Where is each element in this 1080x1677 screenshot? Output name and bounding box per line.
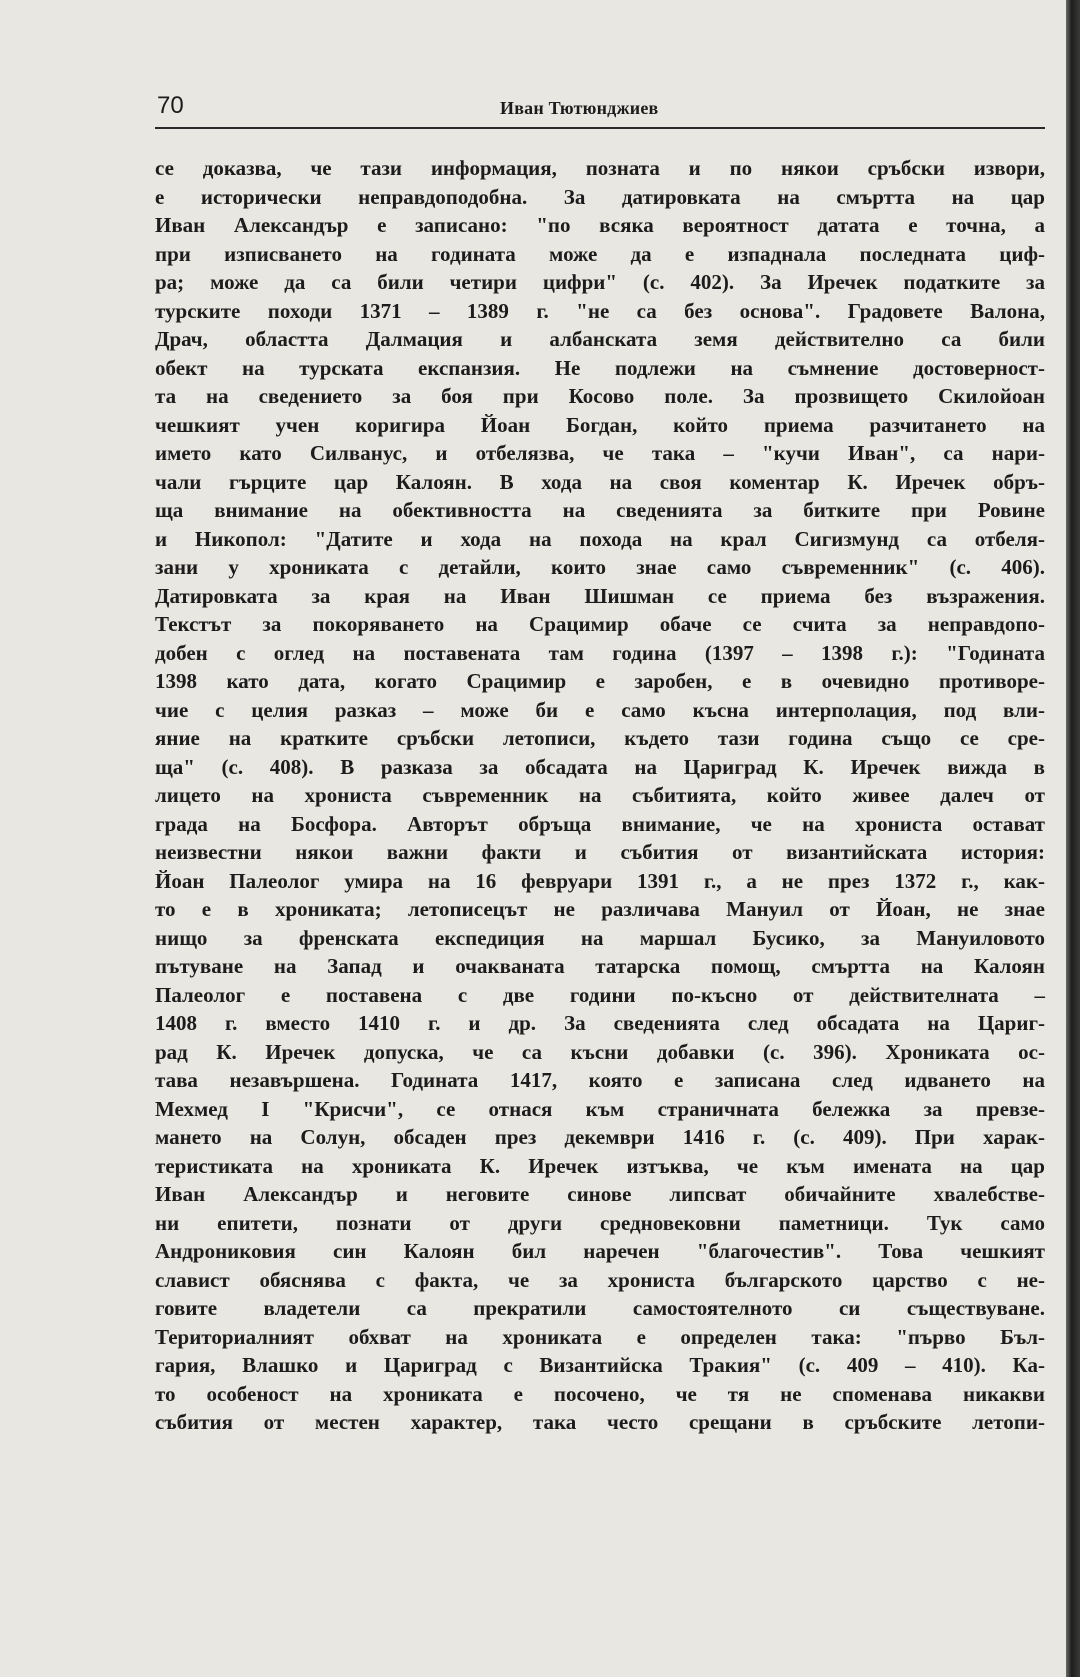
text-line: обект на турската експанзия. Не подлежи на съмнение достоверност- — [155, 355, 1045, 380]
text-line: тава незавършена. Годината 1417, която е записана след идването на — [155, 1068, 1045, 1092]
text-line: ра; може да са били четири цифри" (с. 402). За Иречек податките за — [155, 270, 1045, 294]
text-line: зани у хрониката с детайли, които знае само съвременник" (с. 406). — [155, 555, 1045, 579]
text-line: Териториалният обхват на хрониката е определен така: "първо Бъл- — [155, 1324, 1045, 1349]
text-line: яние на кратките сръбски летописи, където тази година също се сре- — [155, 726, 1045, 750]
text-line: се доказва, че тази информация, позната и по някои сръбски извори, — [155, 156, 1045, 180]
text-line: славист обяснява с факта, че за хрониста българското царство с не- — [155, 1267, 1045, 1292]
text-line: ща внимание на обективността на сведенията за битките при Ровине — [155, 498, 1045, 522]
text-line: Андрониковия син Калоян бил наречен "благочестив". Това чешкият — [155, 1239, 1045, 1263]
text-line: Текстът за покоряването на Срацимир обаче се счита за неправдопо- — [155, 612, 1045, 636]
page-header — [155, 90, 1045, 124]
text-line: града на Босфора. Авторът обръща внимание, че на хрониста остават — [155, 811, 1045, 836]
text-line: гария, Влашко и Цариград с Византийска Тракия" (с. 409 – 410). Ка- — [155, 1353, 1045, 1377]
text-line: ща" (с. 408). В разказа за обсадата на Цариград К. Иречек вижда в — [155, 754, 1045, 779]
text-line: неизвестни някои важни факти и събития от византийската история: — [155, 840, 1045, 864]
page-number: 70 — [157, 92, 184, 119]
body-text — [155, 154, 1045, 1437]
text-line: Драч, областта Далмация и албанската земя действително са били — [155, 327, 1045, 351]
running-head-author: Иван Тютюнджиев — [500, 98, 659, 118]
text-line: е исторически неправдоподобна. За датировката на смъртта на цар — [155, 184, 1045, 209]
text-line: пътуване на Запад и очакваната татарска помощ, смъртта на Калоян — [155, 954, 1045, 978]
text-line: лицето на хрониста съвременник на събитията, който живее далеч от — [155, 783, 1045, 807]
page-edge-shadow — [1066, 0, 1080, 1677]
text-line: Мехмед I "Крисчи", се отнася към страничната бележка за превзе- — [155, 1096, 1045, 1121]
text-line: 1398 като дата, когато Срацимир е заробен, е в очевидно противоре- — [155, 669, 1045, 693]
text-line: и Никопол: "Датите и хода на похода на крал Сигизмунд са отбеля- — [155, 526, 1045, 551]
text-line: чали гърците цар Калоян. В хода на своя коментар К. Иречек обръ- — [155, 469, 1045, 494]
text-line: Палеолог е поставена с две години по-късно от действителната – — [155, 982, 1045, 1007]
header-rule — [155, 127, 1045, 129]
text-line: чешкият учен коригира Йоан Богдан, който приема разчитането на — [155, 412, 1045, 437]
text-line: името като Силванус, и отбелязва, че така – "кучи Иван", са нари- — [155, 441, 1045, 465]
text-line: то особеност на хрониката е посочено, че тя не споменава никакви — [155, 1381, 1045, 1406]
text-line: Иван Александър е записано: "по всяка вероятност датата е точна, а — [155, 213, 1045, 237]
text-line: та на сведението за боя при Косово поле. За прозвището Скилойоан — [155, 384, 1045, 408]
text-line: добен с оглед на поставената там година (1397 – 1398 г.): "Годината — [155, 640, 1045, 665]
text-line: теристиката на хрониката К. Иречек изтъква, че към имената на цар — [155, 1153, 1045, 1178]
text-line: Иван Александър и неговите синове липсват обичайните хвалебстве- — [155, 1182, 1045, 1206]
text-line: нищо за френската експедиция на маршал Бусико, за Мануиловото — [155, 925, 1045, 950]
text-line: турските походи 1371 – 1389 г. "не са без основа". Градовете Валона, — [155, 298, 1045, 323]
text-line: мането на Солун, обсаден през декември 1416 г. (с. 409). При харак- — [155, 1125, 1045, 1149]
text-line: говите владетели са прекратили самостоятелното си съществуване. — [155, 1296, 1045, 1320]
text-line: чие с целия разказ – може би е само късна интерполация, под вли- — [155, 697, 1045, 722]
text-line: събития от местен характер, така често срещани в сръбските летопи- — [155, 1410, 1045, 1434]
text-line: при изписването на годината може да е изпаднала последната циф- — [155, 241, 1045, 266]
text-line: рад К. Иречек допуска, че са късни добавки (с. 396). Хрониката ос- — [155, 1039, 1045, 1064]
text-line: то е в хрониката; летописецът не различава Мануил от Йоан, не знае — [155, 897, 1045, 921]
text-line: ни епитети, познати от други средновековни паметници. Тук само — [155, 1210, 1045, 1235]
text-line: 1408 г. вместо 1410 г. и др. За сведенията след обсадата на Цариг- — [155, 1011, 1045, 1035]
text-line: Датировката за края на Иван Шишман се приема без възражения. — [155, 583, 1045, 608]
text-line: Йоан Палеолог умира на 16 февруари 1391 г., а не през 1372 г., как- — [155, 868, 1045, 893]
